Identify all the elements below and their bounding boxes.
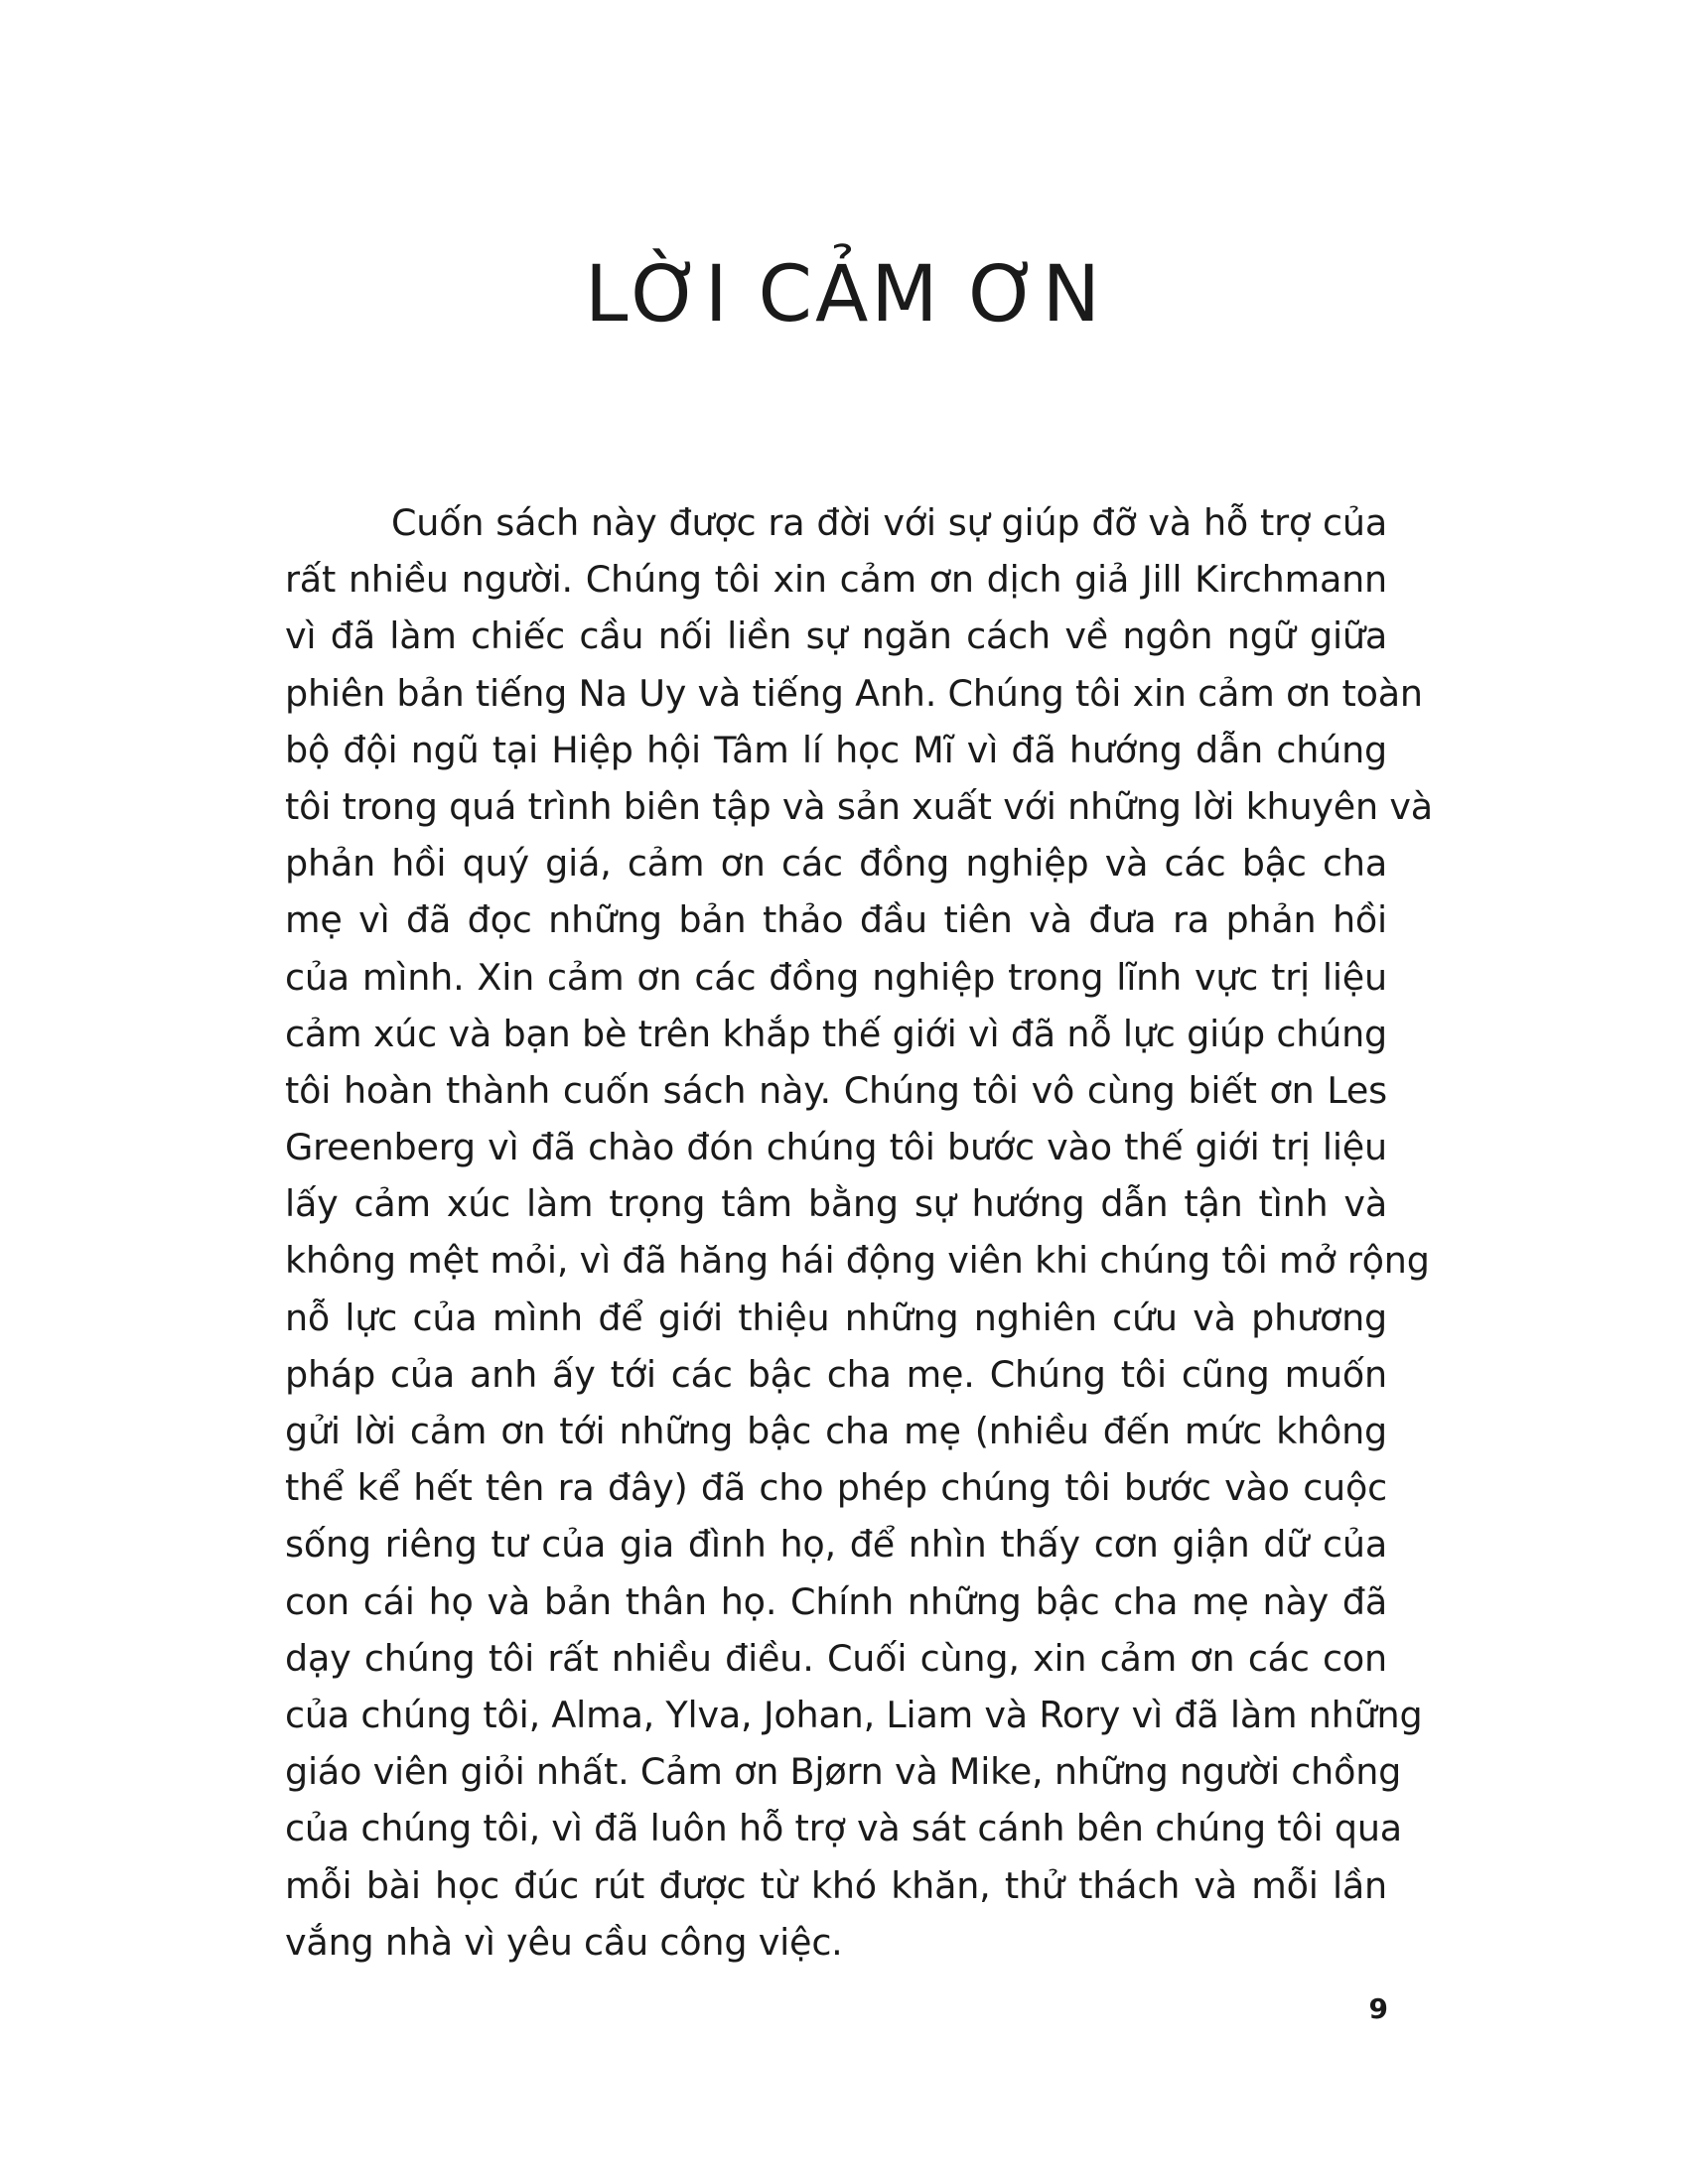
paragraph-line: giáo viên giỏi nhất. Cảm ơn Bjørn và Mike, những người chồng bbox=[285, 1750, 1402, 1794]
paragraph-line: con cái họ và bản thân họ. Chính những bậc cha mẹ này đã bbox=[285, 1579, 1387, 1623]
paragraph-line: lấy cảm xúc làm trọng tâm bằng sự hướng dẫn tận tình và bbox=[285, 1182, 1387, 1226]
paragraph-line: tôi trong quá trình biên tập và sản xuất với những lời khuyên và bbox=[285, 784, 1433, 828]
paragraph-line: rất nhiều người. Chúng tôi xin cảm ơn dịch giả Jill Kirchmann bbox=[285, 558, 1387, 602]
paragraph-line: sống riêng tư của gia đình họ, để nhìn thấy cơn giận dữ của bbox=[285, 1523, 1387, 1567]
paragraph-line: vắng nhà vì yêu cầu công việc. bbox=[285, 1920, 843, 1964]
paragraph-line: cảm xúc và bạn bè trên khắp thế giới vì đã nỗ lực giúp chúng bbox=[285, 1012, 1387, 1055]
paragraph-line: mẹ vì đã đọc những bản thảo đầu tiên và đưa ra phản hồi bbox=[285, 898, 1387, 942]
paragraph-line: gửi lời cảm ơn tới những bậc cha mẹ (nhiều đến mức không bbox=[285, 1410, 1387, 1452]
paragraph-line: của chúng tôi, Alma, Ylva, Johan, Liam và Rory vì đã làm những bbox=[285, 1693, 1423, 1736]
paragraph-line: mỗi bài học đúc rút được từ khó khăn, thử thách và mỗi lần bbox=[285, 1863, 1387, 1907]
paragraph-line: phiên bản tiếng Na Uy và tiếng Anh. Chúng tôi xin cảm ơn toàn bbox=[285, 671, 1423, 715]
paragraph-line: không mệt mỏi, vì đã hăng hái động viên khi chúng tôi mở rộng bbox=[285, 1239, 1430, 1283]
page-title: LỜI CẢM ƠN bbox=[585, 250, 1103, 340]
paragraph-line: thể kể hết tên ra đây) đã cho phép chúng tôi bước vào cuộc bbox=[285, 1466, 1387, 1510]
acknowledgements-paragraph bbox=[285, 494, 1433, 1971]
paragraph-line: dạy chúng tôi rất nhiều điều. Cuối cùng, xin cảm ơn các con bbox=[285, 1636, 1387, 1680]
paragraph-line: của chúng tôi, vì đã luôn hỗ trợ và sát cánh bên chúng tôi qua bbox=[285, 1807, 1402, 1850]
paragraph-line: vì đã làm chiếc cầu nối liền sự ngăn cách về ngôn ngữ giữa bbox=[285, 614, 1387, 658]
paragraph-line: Cuốn sách này được ra đời với sự giúp đỡ và hỗ trợ của bbox=[391, 501, 1387, 544]
page-number: 9 bbox=[1368, 1992, 1388, 2025]
paragraph-line: Greenberg vì đã chào đón chúng tôi bước vào thế giới trị liệu bbox=[285, 1126, 1387, 1169]
paragraph-line: phản hồi quý giá, cảm ơn các đồng nghiệp và các bậc cha bbox=[285, 842, 1387, 886]
paragraph-line: tôi hoàn thành cuốn sách này. Chúng tôi vô cùng biết ơn Les bbox=[285, 1068, 1387, 1112]
paragraph-line: bộ đội ngũ tại Hiệp hội Tâm lí học Mĩ vì đã hướng dẫn chúng bbox=[285, 728, 1387, 771]
paragraph-line: của mình. Xin cảm ơn các đồng nghiệp trong lĩnh vực trị liệu bbox=[285, 955, 1387, 999]
paragraph-line: pháp của anh ấy tới các bậc cha mẹ. Chúng tôi cũng muốn bbox=[285, 1352, 1387, 1396]
paragraph-line: nỗ lực của mình để giới thiệu những nghiên cứu và phương bbox=[285, 1296, 1387, 1339]
